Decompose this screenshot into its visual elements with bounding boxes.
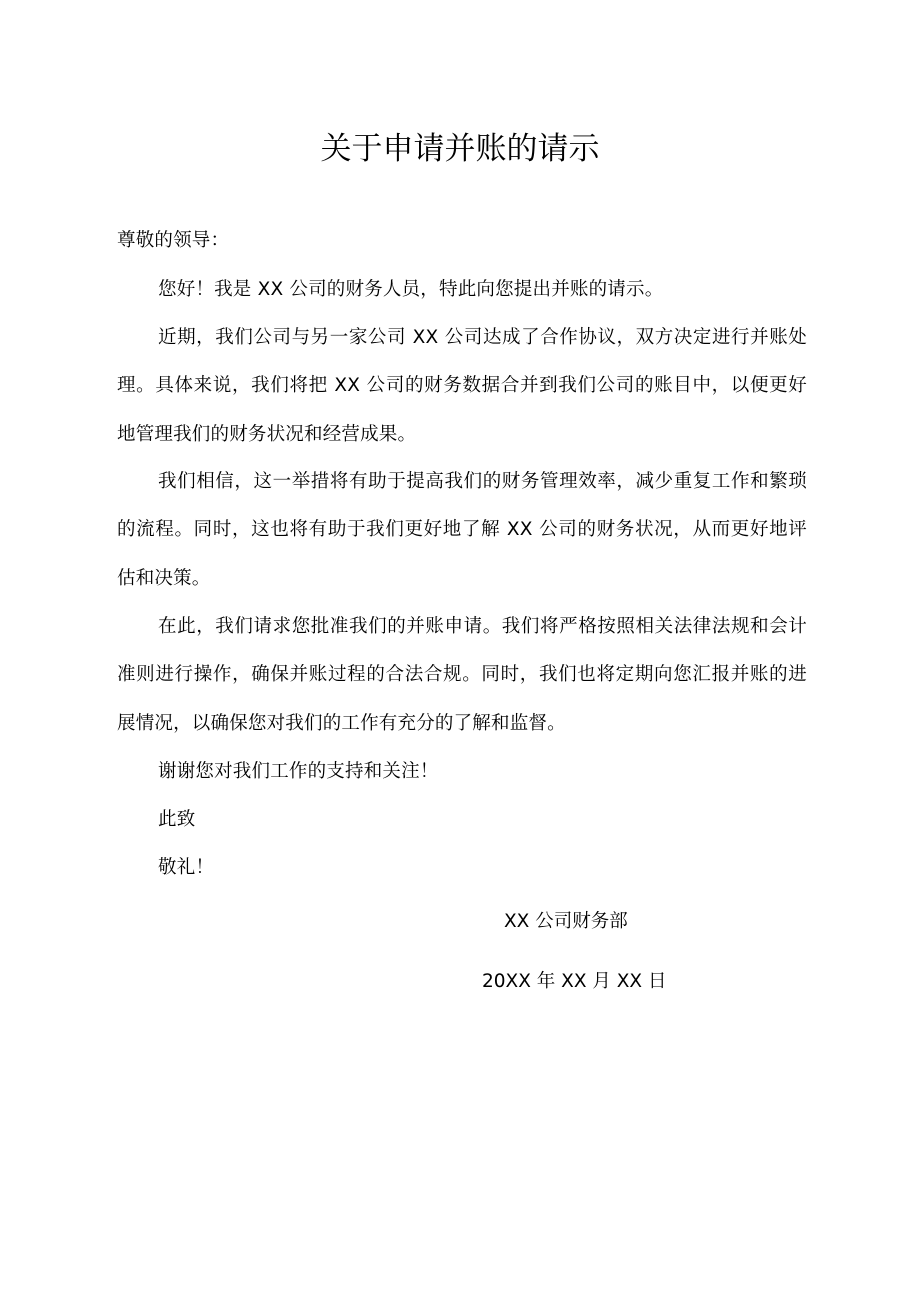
paragraph-background: 近期，我们公司与另一家公司 XX 公司达成了合作协议，双方决定进行并账处理。具体来说，我们将把 XX 公司的财务数据合并到我们公司的账目中，以便更好地管理我们的财务状况和经营成果。: [117, 327, 807, 445]
signature-date: 20XX 年 XX 月 XX 日: [482, 971, 667, 992]
document-title: 关于申请并账的请示: [320, 131, 600, 167]
closing-jingli: 敬礼！: [158, 857, 215, 878]
paragraph-benefits: 我们相信，这一举措将有助于提高我们的财务管理效率，减少重复工作和繁琐的流程。同时，这也将有助于我们更好地了解 XX 公司的财务状况，从而更好地评估和决策。: [117, 471, 807, 589]
signature-organization: XX 公司财务部: [504, 911, 628, 932]
salutation: 尊敬的领导：: [117, 230, 230, 251]
closing-cizhi: 此致: [158, 809, 196, 830]
paragraph-thanks: 谢谢您对我们工作的支持和关注！: [158, 761, 439, 782]
paragraph-greeting: 您好！我是 XX 公司的财务人员，特此向您提出并账的请示。: [158, 279, 664, 300]
paragraph-request: 在此，我们请求您批准我们的并账申请。我们将严格按照相关法律法规和会计准则进行操作，确保并账过程的合法合规。同时，我们也将定期向您汇报并账的进展情况，以确保您对我们的工作有充分的了解和监督。: [117, 616, 807, 734]
